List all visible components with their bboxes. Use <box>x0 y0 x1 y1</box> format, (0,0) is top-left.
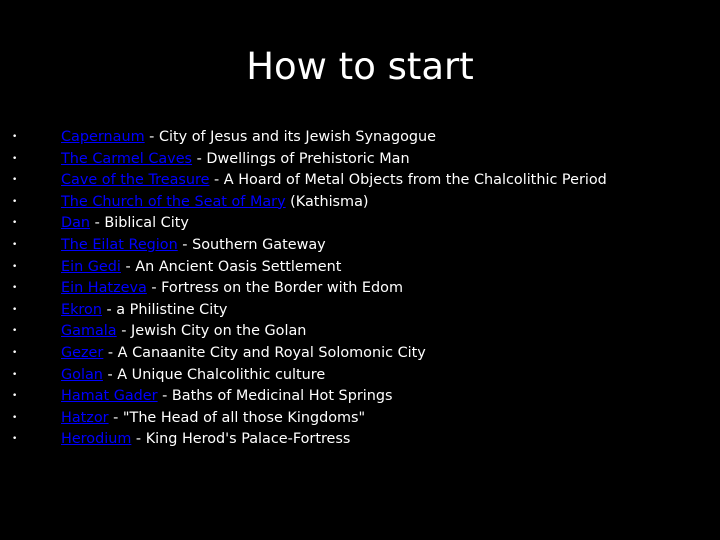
bullet-icon: • <box>12 369 18 380</box>
site-description: - "The Head of all those Kingdoms" <box>108 409 366 426</box>
site-link-carmel-caves[interactable]: The Carmel Caves <box>61 150 193 167</box>
site-description: - Fortress on the Border with Edom <box>146 280 403 297</box>
bullet-icon: • <box>12 391 18 402</box>
site-link-capernaum[interactable]: Capernaum <box>61 129 145 145</box>
bullet-icon: • <box>12 132 18 142</box>
site-link-dan[interactable]: Dan <box>61 215 91 232</box>
bullet-icon: • <box>12 175 18 186</box>
site-description: (Kathisma) <box>285 193 369 210</box>
list-item-text <box>61 278 403 300</box>
bullet-icon: • <box>12 434 18 445</box>
list-item-text <box>61 170 607 192</box>
list-item-text <box>61 213 189 235</box>
list-item-text <box>61 127 436 149</box>
site-link-hatzor[interactable]: Hatzor <box>61 409 109 426</box>
site-description: - Baths of Medicinal Hot Springs <box>157 388 393 405</box>
site-link-hamat-gader[interactable]: Hamat Gader <box>61 388 158 405</box>
site-description: - An Ancient Oasis Settlement <box>120 258 342 275</box>
list-item-text <box>61 386 393 408</box>
site-link-gamala[interactable]: Gamala <box>61 323 117 340</box>
list-item-text <box>61 365 325 387</box>
bullet-icon: • <box>12 261 18 272</box>
bullet-icon: • <box>12 239 18 250</box>
site-description: - Dwellings of Prehistoric Man <box>192 150 410 167</box>
list-item-text <box>61 235 326 257</box>
list-item-text <box>61 429 350 451</box>
bullet-icon: • <box>12 218 18 229</box>
list-item-text <box>61 321 306 343</box>
bullet-icon: • <box>12 326 18 337</box>
bullet-icon: • <box>12 196 18 207</box>
site-link-cave-of-the-treasure[interactable]: Cave of the Treasure <box>61 172 210 189</box>
bullet-icon: • <box>12 347 18 358</box>
bullet-icon: • <box>12 412 18 423</box>
site-link-eilat-region[interactable]: The Eilat Region <box>61 236 178 253</box>
site-description: - Biblical City <box>90 215 189 232</box>
site-description: - A Canaanite City and Royal Solomonic City <box>103 344 426 361</box>
site-description: - King Herod's Palace-Fortress <box>131 431 351 448</box>
site-link-ekron[interactable]: Ekron <box>61 301 102 318</box>
bullet-icon: • <box>12 153 18 164</box>
site-description: - City of Jesus and its Jewish Synagogue <box>144 129 437 145</box>
site-description: - A Hoard of Metal Objects from the Chalcolithic Period <box>209 172 607 189</box>
site-description: - A Unique Chalcolithic culture <box>102 366 326 383</box>
site-link-herodium[interactable]: Herodium <box>61 431 132 448</box>
site-link-ein-hatzeva[interactable]: Ein Hatzeva <box>61 280 147 297</box>
site-description: - a Philistine City <box>101 301 228 318</box>
list-item-text <box>61 192 369 214</box>
bullet-icon: • <box>12 304 18 315</box>
list-item-text <box>61 343 426 365</box>
site-link-ein-gedi[interactable]: Ein Gedi <box>61 258 121 275</box>
list-item-text <box>61 257 341 279</box>
bullet-icon: • <box>12 283 18 294</box>
site-link-gezer[interactable]: Gezer <box>61 344 104 361</box>
site-description: - Jewish City on the Golan <box>116 323 307 340</box>
site-link-golan[interactable]: Golan <box>61 366 103 383</box>
list-item-text <box>61 149 410 171</box>
list-item-text <box>61 300 227 322</box>
slide-title: How to start <box>246 45 474 88</box>
site-link-church-seat-of-mary[interactable]: The Church of the Seat of Mary <box>61 193 286 210</box>
site-description: - Southern Gateway <box>177 236 326 253</box>
list-item-text <box>61 408 365 430</box>
